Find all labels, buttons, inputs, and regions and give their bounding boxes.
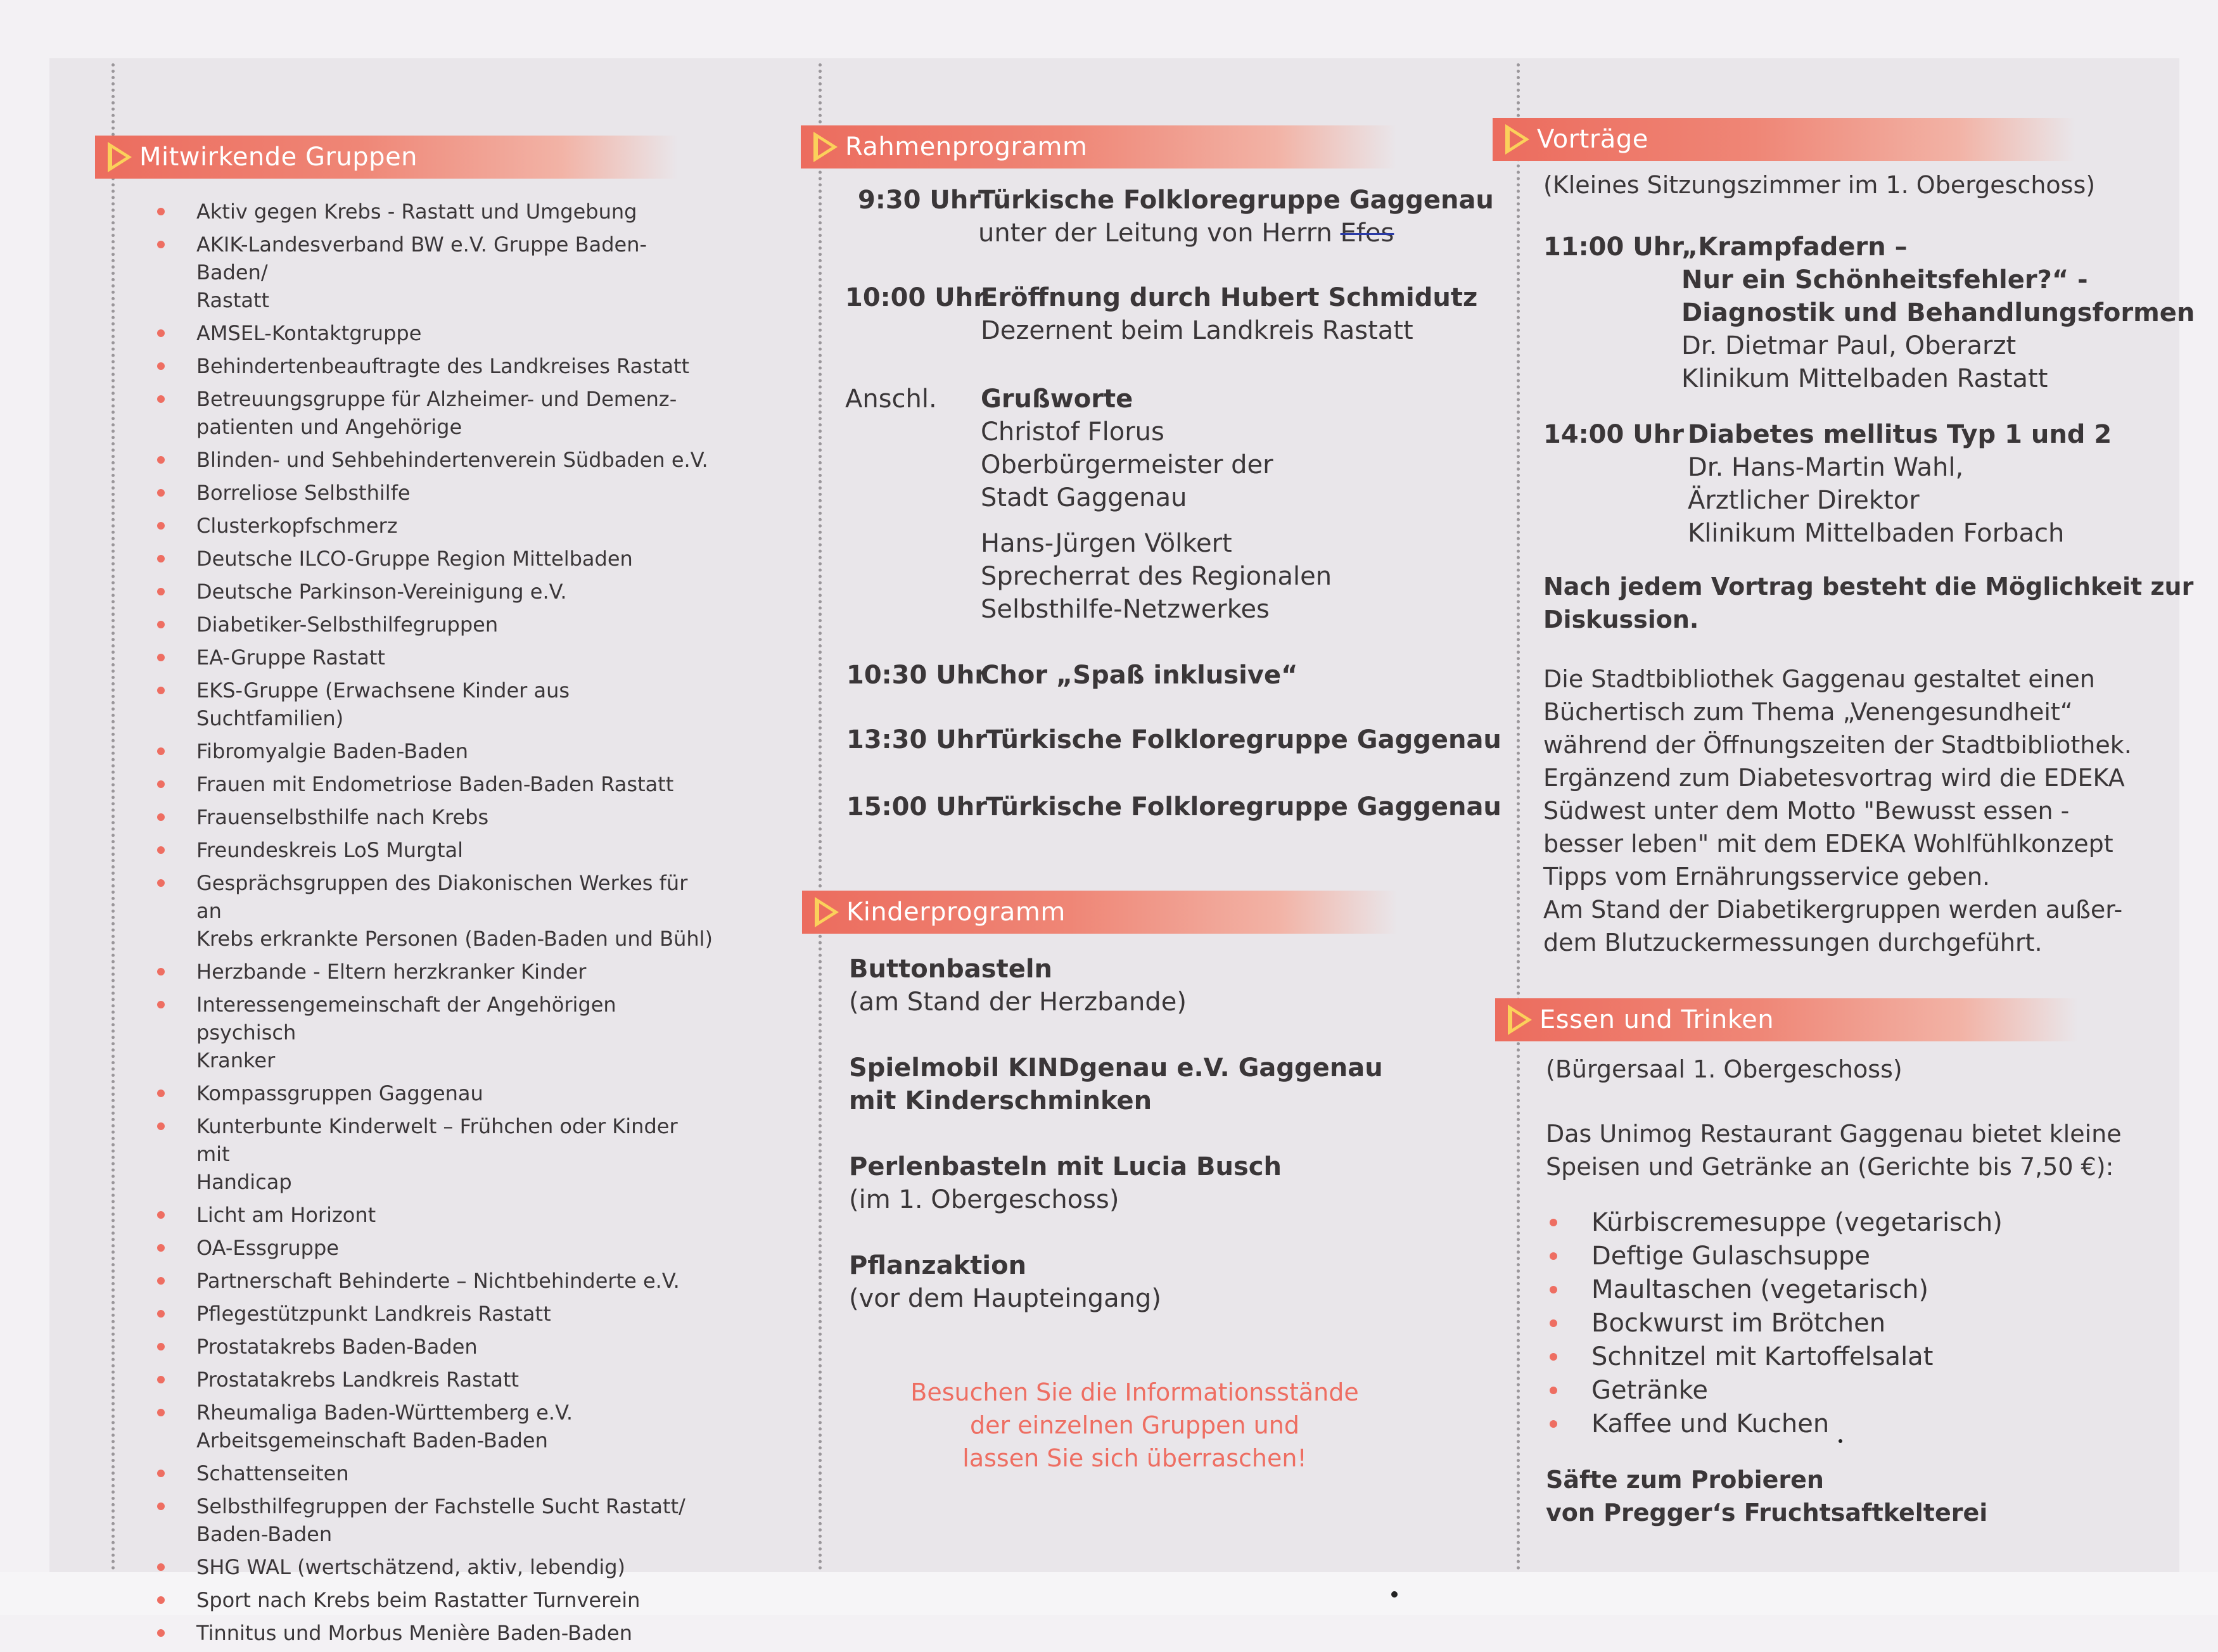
group-name-line: Herzbande - Eltern herzkranker Kinder — [196, 960, 587, 984]
paragraph-line: Ergänzend zum Diabetesvortrag wird die EDEKA — [1543, 764, 2125, 792]
program-subtitle: Dezernent beim Landkreis Rastatt — [981, 316, 1413, 345]
kids-item — [849, 1052, 1419, 1117]
group-name-line: Handicap — [196, 1170, 292, 1194]
triangle-marker-icon — [1505, 124, 1529, 155]
speaker-role: Oberbürgermeister der — [981, 450, 1273, 480]
section-title: Vorträge — [1537, 125, 1648, 154]
kids-item-sub: mit Kinderschminken — [849, 1086, 1152, 1115]
bullet-icon — [157, 395, 165, 403]
discussion-line: Nach jedem Vortrag besteht die Möglichkeit zur — [1543, 573, 2194, 600]
program-time: 13:30 Uhr — [846, 725, 987, 754]
kids-item-title: Buttonbasteln — [849, 955, 1053, 984]
bullet-icon — [157, 1409, 165, 1416]
bullet-icon — [157, 588, 165, 595]
paragraph-line: Die Stadtbibliothek Gaggenau gestaltet einen — [1543, 665, 2095, 693]
bullet-icon — [157, 1310, 165, 1318]
juice-note — [1546, 1463, 1987, 1529]
food-item — [1546, 1407, 2053, 1441]
food-name: Bockwurst im Brötchen — [1591, 1309, 1886, 1338]
program-time: 10:00 Uhr — [845, 283, 986, 312]
group-name-line: Deutsche Parkinson-Vereinigung e.V. — [196, 580, 567, 604]
food-item — [1546, 1273, 2053, 1307]
group-item — [146, 352, 716, 380]
section-header-kinderprogramm — [802, 891, 1398, 934]
bullet-icon — [157, 846, 165, 854]
food-name: Kaffee und Kuchen — [1591, 1409, 1830, 1439]
fold-line-left — [112, 63, 115, 1571]
group-name-line: OA-Essgruppe — [196, 1236, 339, 1260]
group-name-line: Sport nach Krebs beim Rastatter Turnverein — [196, 1588, 641, 1612]
program-title: Türkische Folkloregruppe Gaggenau — [986, 792, 1501, 822]
group-name-line: AMSEL-Kontaktgruppe — [196, 321, 422, 345]
speaker-name: Christof Florus — [981, 417, 1164, 447]
group-name-line: Frauen mit Endometriose Baden-Baden Rastatt — [196, 772, 674, 796]
talks-location: (Kleines Sitzungszimmer im 1. Obergeschoss) — [1543, 171, 2096, 199]
juice-line: von Pregger‘s Fruchtsaftkelterei — [1546, 1499, 1988, 1527]
group-name-line: Blinden- und Sehbehindertenverein Südbaden e.V. — [196, 448, 708, 472]
group-item — [146, 1619, 716, 1647]
group-name-line: Kunterbunte Kinderwelt – Frühchen oder Kinder mit — [196, 1114, 678, 1166]
program-time: 15:00 Uhr — [846, 792, 987, 822]
bullet-icon — [157, 241, 165, 248]
group-item — [146, 1234, 716, 1262]
group-name-line: SHG WAL (wertschätzend, aktiv, lebendig) — [196, 1555, 626, 1579]
group-item — [146, 231, 716, 314]
group-item — [146, 446, 716, 474]
group-name-line: Fibromyalgie Baden-Baden — [196, 739, 469, 763]
speaker-role: Selbsthilfe-Netzwerkes — [981, 595, 1270, 624]
group-item — [146, 644, 716, 671]
program-time: 9:30 Uhr — [858, 186, 981, 215]
group-item — [146, 512, 716, 540]
scan-speck — [1839, 1439, 1842, 1443]
group-item — [146, 1459, 716, 1487]
bullet-icon — [1550, 1420, 1557, 1428]
group-name-line: Clusterkopfschmerz — [196, 514, 398, 538]
bullet-icon — [157, 780, 165, 788]
group-name-line: Deutsche ILCO-Gruppe Region Mittelbaden — [196, 547, 633, 571]
section-title: Mitwirkende Gruppen — [139, 143, 418, 172]
group-item — [146, 770, 716, 798]
bullet-icon — [157, 1376, 165, 1383]
talk-detail — [1681, 231, 2195, 395]
group-item — [146, 991, 716, 1074]
group-name-line: Kompassgruppen Gaggenau — [196, 1081, 483, 1105]
section-header-groups — [95, 136, 678, 179]
bullet-icon — [157, 1277, 165, 1285]
speaker-name: Hans-Jürgen Völkert — [981, 529, 1232, 558]
kids-item-title: Pflanzaktion — [849, 1251, 1027, 1280]
bullet-icon — [157, 208, 165, 215]
bullet-icon — [157, 1244, 165, 1252]
program-time: Anschl. — [845, 384, 937, 414]
paragraph-line: Tipps vom Ernährungsservice geben. — [1543, 863, 1991, 891]
food-item — [1546, 1206, 2053, 1240]
group-item — [146, 319, 716, 347]
food-name: Getränke — [1591, 1376, 1708, 1405]
bullet-icon — [157, 362, 165, 370]
group-name-line: Rheumaliga Baden-Württemberg e.V. — [196, 1401, 573, 1425]
section-header-essen — [1495, 998, 2078, 1041]
group-name-line: Prostatakrebs Baden-Baden — [196, 1335, 478, 1359]
visit-note — [853, 1376, 1417, 1475]
bullet-icon — [157, 1470, 165, 1477]
kids-item — [849, 953, 1419, 1019]
fold-line-right — [1517, 63, 1520, 1571]
bullet-icon — [157, 813, 165, 821]
section-title: Essen und Trinken — [1539, 1005, 1775, 1034]
talk-title: Nur ein Schönheitsfehler?“ - — [1681, 265, 2088, 295]
group-name-line: Licht am Horizont — [196, 1203, 376, 1227]
kids-item-sub: (im 1. Obergeschoss) — [849, 1185, 1119, 1214]
kids-item-sub: (am Stand der Herzbande) — [849, 988, 1187, 1017]
group-item — [146, 677, 716, 732]
bullet-icon — [157, 621, 165, 628]
group-item — [146, 1366, 716, 1394]
bullet-icon — [157, 1503, 165, 1510]
section-header-rahmenprogramm — [801, 125, 1396, 168]
bullet-icon — [157, 1629, 165, 1637]
talk-speaker: Dr. Hans-Martin Wahl, — [1688, 453, 1964, 482]
talk-speaker: Dr. Dietmar Paul, Oberarzt — [1681, 331, 2017, 360]
kids-item — [849, 1150, 1419, 1216]
group-item — [146, 1079, 716, 1107]
bullet-icon — [157, 456, 165, 464]
scan-speck — [1391, 1591, 1398, 1598]
bullet-icon — [157, 968, 165, 975]
group-name-line: Frauenselbsthilfe nach Krebs — [196, 805, 489, 829]
food-item — [1546, 1240, 2053, 1273]
food-name: Maultaschen (vegetarisch) — [1591, 1275, 1928, 1304]
talk-time: 14:00 Uhr — [1543, 420, 1684, 449]
triangle-marker-icon — [1508, 1005, 1532, 1035]
bullet-icon — [157, 1090, 165, 1097]
discussion-line: Diskussion. — [1543, 606, 1699, 633]
column-groups — [95, 136, 678, 179]
group-item — [146, 1333, 716, 1361]
restaurant-paragraph — [1546, 1117, 2122, 1183]
group-name-line: EA-Gruppe Rastatt — [196, 645, 385, 670]
visit-note-line: lassen Sie sich überraschen! — [962, 1444, 1307, 1472]
kids-program-list — [849, 953, 1419, 1315]
group-name-line: Interessengemeinschaft der Angehörigen psychisch — [196, 993, 616, 1045]
group-item — [146, 545, 716, 573]
food-list — [1546, 1206, 2053, 1441]
struck-text: Efes — [1340, 219, 1394, 248]
group-name-line: Diabetiker-Selbsthilfegruppen — [196, 613, 499, 637]
bullet-icon — [1550, 1219, 1557, 1226]
food-name: Schnitzel mit Kartoffelsalat — [1591, 1342, 1934, 1371]
column-food — [1495, 998, 2078, 1041]
paragraph-line: besser leben" mit dem EDEKA Wohlfühlkonzept — [1543, 830, 2113, 858]
talk-title: Diagnostik und Behandlungsformen — [1681, 298, 2195, 327]
group-item — [146, 803, 716, 831]
bullet-icon — [1550, 1286, 1557, 1293]
bullet-icon — [1550, 1353, 1557, 1361]
food-item — [1546, 1307, 2053, 1340]
group-item — [146, 1586, 716, 1614]
group-item — [146, 198, 716, 226]
group-item — [146, 1399, 716, 1454]
triangle-marker-icon — [813, 132, 838, 162]
group-name-line: Aktiv gegen Krebs - Rastatt und Umgebung — [196, 200, 637, 224]
group-name-line: EKS-Gruppe (Erwachsene Kinder aus Suchtfamilien) — [196, 678, 570, 730]
talk-detail — [1688, 418, 2112, 550]
group-item — [146, 578, 716, 606]
paragraph-line: dem Blutzuckermessungen durchgeführt. — [1543, 929, 2043, 956]
discussion-note — [1543, 570, 2193, 636]
group-name-line: Betreuungsgruppe für Alzheimer- und Demenz- — [196, 387, 677, 411]
group-name-line: Rastatt — [196, 288, 270, 312]
paragraph-line: Das Unimog Restaurant Gaggenau bietet kleine — [1546, 1120, 2122, 1148]
program-subtitle: unter der Leitung von Herrn — [978, 219, 1341, 248]
bullet-icon — [157, 522, 165, 530]
column-program — [801, 125, 1396, 168]
section-title: Rahmenprogramm — [845, 132, 1088, 162]
program-detail — [981, 383, 1332, 626]
group-item — [146, 836, 716, 864]
bullet-icon — [1550, 1319, 1557, 1327]
bullet-icon — [157, 747, 165, 755]
talk-speaker: Klinikum Mittelbaden Forbach — [1688, 519, 2065, 548]
section-title: Kinderprogramm — [846, 898, 1066, 927]
group-item — [146, 869, 716, 953]
group-item — [146, 1267, 716, 1295]
program-title: Grußworte — [981, 384, 1133, 414]
group-list — [146, 198, 716, 1652]
group-name-line: Gesprächsgruppen des Diakonischen Werkes für an — [196, 871, 688, 923]
library-paragraph — [1543, 663, 2132, 959]
paragraph-line: Am Stand der Diabetikergruppen werden außer- — [1543, 896, 2123, 924]
group-name-line: Arbeitsgemeinschaft Baden-Baden — [196, 1428, 548, 1452]
bullet-icon — [1550, 1387, 1557, 1394]
section-header-vortraege — [1493, 118, 2075, 161]
bullet-icon — [157, 1211, 165, 1219]
food-item — [1546, 1340, 2053, 1374]
food-name: Kürbiscremesuppe (vegetarisch) — [1591, 1208, 2003, 1237]
group-name-line: Baden-Baden — [196, 1522, 333, 1546]
fold-line-middle — [819, 63, 822, 1571]
group-item — [146, 1492, 716, 1548]
group-name-line: Pflegestützpunkt Landkreis Rastatt — [196, 1302, 551, 1326]
program-title: Türkische Folkloregruppe Gaggenau — [986, 725, 1501, 754]
speaker-role: Stadt Gaggenau — [981, 483, 1187, 512]
column-talks — [1493, 118, 2075, 161]
bullet-icon — [157, 687, 165, 694]
visit-note-line: der einzelnen Gruppen und — [970, 1411, 1299, 1439]
bullet-icon — [157, 654, 165, 661]
food-name: Deftige Gulaschsuppe — [1591, 1242, 1871, 1271]
group-name-line: Behindertenbeauftragte des Landkreises Rastatt — [196, 354, 690, 378]
group-name-line: Prostatakrebs Landkreis Rastatt — [196, 1368, 519, 1392]
column-kids — [802, 891, 1398, 934]
bullet-icon — [1550, 1252, 1557, 1260]
program-title: Chor „Spaß inklusive“ — [981, 661, 1298, 690]
bullet-icon — [157, 329, 165, 337]
group-name-line: Selbsthilfegruppen der Fachstelle Sucht Rastatt/ — [196, 1494, 685, 1518]
group-item — [146, 1553, 716, 1581]
bullet-icon — [157, 1343, 165, 1350]
program-title: Türkische Folkloregruppe Gaggenau — [978, 186, 1494, 215]
bullet-icon — [157, 879, 165, 887]
kids-item-sub: (vor dem Haupteingang) — [849, 1284, 1161, 1313]
group-item — [146, 1201, 716, 1229]
group-item — [146, 385, 716, 441]
program-time: 10:30 Uhr — [846, 661, 987, 690]
group-name-line: Krebs erkrankte Personen (Baden-Baden und Bühl) — [196, 927, 713, 951]
bullet-icon — [157, 1563, 165, 1571]
talk-speaker: Klinikum Mittelbaden Rastatt — [1681, 364, 2048, 393]
paragraph-line: Südwest unter dem Motto "Bewusst essen - — [1543, 797, 2070, 825]
paragraph-line: Speisen und Getränke an (Gerichte bis 7,50 €): — [1546, 1153, 2114, 1181]
group-name-line: Partnerschaft Behinderte – Nichtbehinderte e.V. — [196, 1269, 680, 1293]
program-title: Eröffnung durch Hubert Schmidutz — [981, 283, 1478, 312]
group-name-line: patienten und Angehörige — [196, 415, 462, 439]
talk-title: „Krampfadern – — [1681, 232, 1908, 262]
group-name-line: AKIK-Landesverband BW e.V. Gruppe Baden-Baden/ — [196, 232, 647, 284]
paragraph-line: während der Öffnungszeiten der Stadtbibliothek. — [1543, 731, 2132, 759]
program-detail — [978, 184, 1494, 250]
group-name-line: Schattenseiten — [196, 1461, 349, 1485]
triangle-marker-icon — [108, 142, 132, 172]
group-name-line: Borreliose Selbsthilfe — [196, 481, 411, 505]
kids-item-title: Perlenbasteln mit Lucia Busch — [849, 1152, 1282, 1181]
talk-time: 11:00 Uhr — [1543, 232, 1684, 262]
group-item — [146, 479, 716, 507]
bullet-icon — [157, 489, 165, 497]
kids-item — [849, 1249, 1419, 1315]
bullet-icon — [157, 1001, 165, 1008]
speaker-role: Sprecherrat des Regionalen — [981, 562, 1332, 591]
bullet-icon — [157, 1122, 165, 1130]
bullet-icon — [157, 555, 165, 562]
juice-line: Säfte zum Probieren — [1546, 1466, 1824, 1494]
group-name-line: Kranker — [196, 1048, 276, 1072]
bullet-icon — [157, 1596, 165, 1604]
group-item — [146, 611, 716, 639]
food-item — [1546, 1374, 2053, 1407]
program-detail — [981, 281, 1477, 347]
visit-note-line: Besuchen Sie die Informationsstände — [910, 1378, 1359, 1406]
food-location: (Bürgersaal 1. Obergeschoss) — [1546, 1055, 1903, 1083]
group-item — [146, 958, 716, 986]
group-item — [146, 1112, 716, 1196]
talk-speaker: Ärztlicher Direktor — [1688, 486, 1920, 515]
triangle-marker-icon — [815, 897, 839, 927]
group-item — [146, 737, 716, 765]
group-name-line: Freundeskreis LoS Murgtal — [196, 838, 464, 862]
paragraph-line: Büchertisch zum Thema „Venengesundheit“ — [1543, 698, 2073, 726]
group-item — [146, 1300, 716, 1328]
group-name-line: Tinnitus und Morbus Menière Baden-Baden — [196, 1621, 632, 1645]
talk-title: Diabetes mellitus Typ 1 und 2 — [1688, 420, 2112, 449]
kids-item-title: Spielmobil KINDgenau e.V. Gaggenau — [849, 1053, 1383, 1083]
